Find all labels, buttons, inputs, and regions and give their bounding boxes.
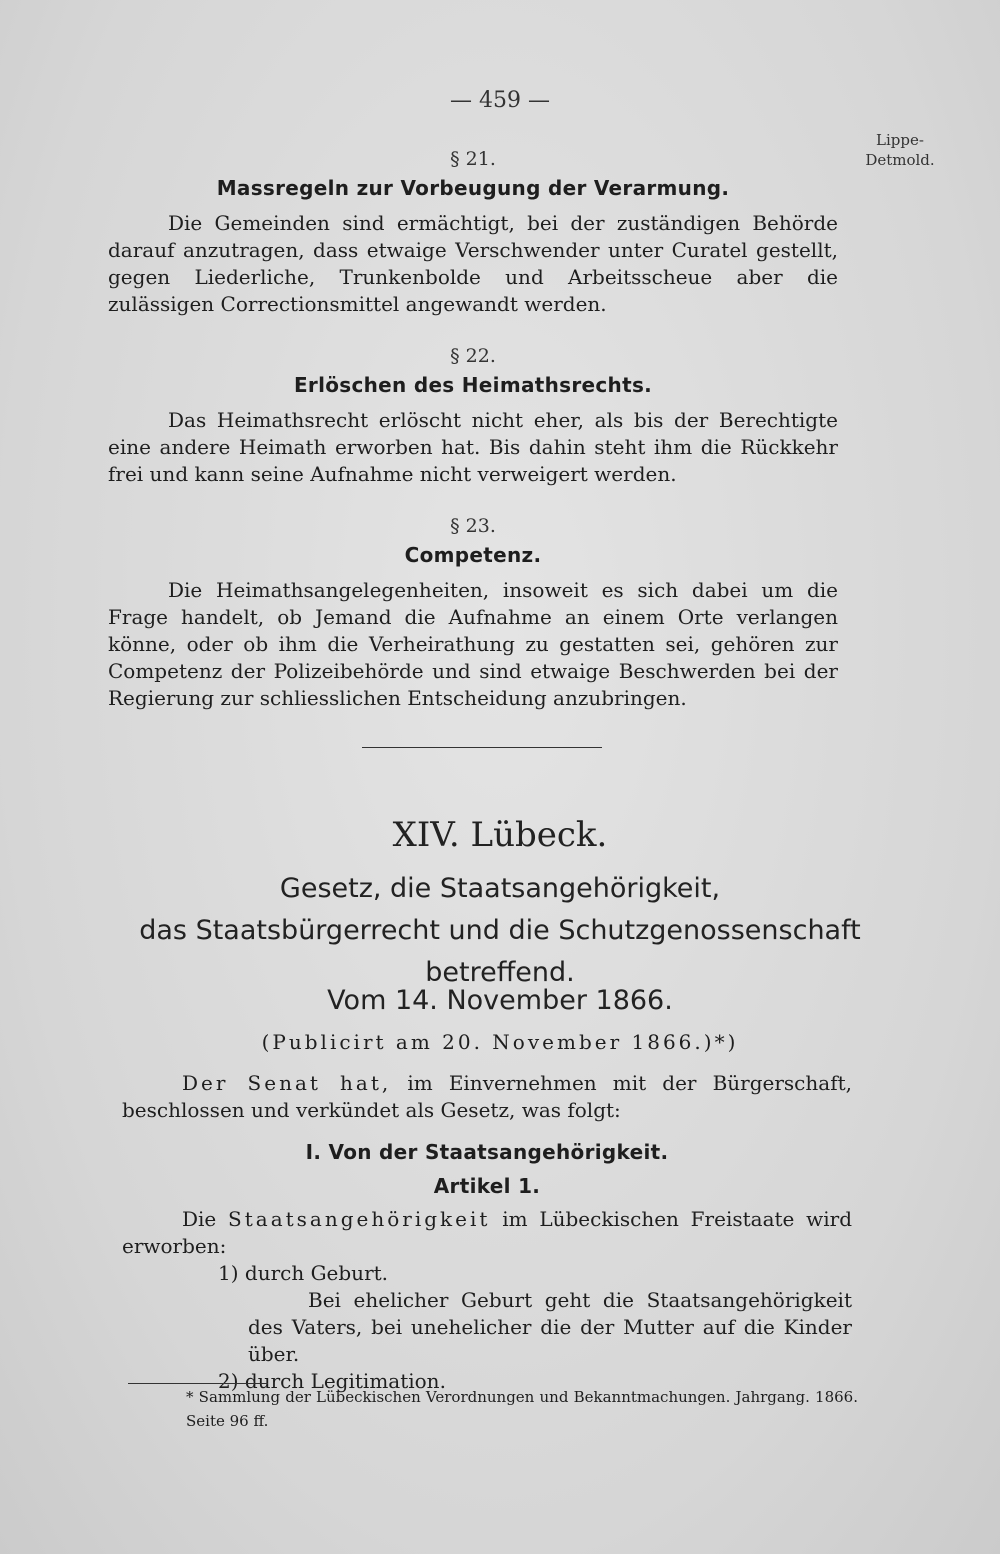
publication-note: (Publicirt am 20. November 1866.)*) xyxy=(261,1030,739,1054)
law-title-line1: Gesetz, die Staatsangehörigkeit, xyxy=(279,873,721,904)
section-divider xyxy=(362,747,602,748)
margin-note xyxy=(850,130,950,170)
footnote-text: * Sammlung der Lübeckischen Verordnungen und Bekanntmachungen. Jahrgang. 1866. Seite 96 ff. xyxy=(186,1388,858,1430)
law-body xyxy=(122,1070,852,1395)
article-1-intro-rest: im Lübeckischen Freistaate wird erworben: xyxy=(122,1207,853,1258)
margin-note-line1: Lippe- xyxy=(876,131,924,149)
article-1-intro xyxy=(122,1206,852,1260)
margin-note-line2: Detmold. xyxy=(865,151,935,169)
section-22-number: § 22. xyxy=(450,345,496,367)
list-item-1: 1) durch Geburt. xyxy=(218,1261,389,1285)
section-21-text: Die Gemeinden sind ermächtigt, bei der zuständigen Behörde darauf anzutragen, dass etwaige Verschwender unter Curatel gestellt, gegen Liederliche, Trunkenbolde und Arbeitsscheue aber die zulässigen Correctionsmittel angewandt werden. xyxy=(108,211,838,316)
section-22 xyxy=(108,345,838,488)
footnote-rule xyxy=(128,1383,268,1384)
article-heading: Artikel 1. xyxy=(433,1174,541,1198)
list-item-2: 2) durch Legitimation. xyxy=(218,1369,446,1393)
article-1-intro-spaced: Staatsangehörigkeit xyxy=(228,1207,491,1231)
preamble xyxy=(122,1070,852,1124)
preamble-rest: im Einvernehmen mit der Bürgerschaft, beschlossen und verkündet als Gesetz, was folgt: xyxy=(122,1071,852,1122)
article-1-intro-pre: Die xyxy=(182,1207,217,1231)
section-22-text: Das Heimathsrecht erlöscht nicht eher, als bis der Berechtigte eine andere Heimath erworben hat. Bis dahin steht ihm die Rückkehr frei und kann seine Aufnahme nicht verweigert werden. xyxy=(108,408,838,486)
law-title xyxy=(90,868,910,994)
law-title-line3: betreffend. xyxy=(425,957,575,988)
footnote xyxy=(128,1385,858,1433)
part-heading: I. Von der Staatsangehörigkeit. xyxy=(305,1140,669,1164)
section-23-number: § 23. xyxy=(450,515,496,537)
section-21-heading: Massregeln zur Vorbeugung der Verarmung. xyxy=(216,176,730,200)
section-21 xyxy=(108,148,838,318)
section-21-number: § 21. xyxy=(450,148,496,170)
section-23 xyxy=(108,515,838,712)
chapter-title: XIV. Lübeck. xyxy=(392,815,608,855)
law-title-line2: das Staatsbürgerrecht und die Schutzgenossenschaft xyxy=(139,915,861,946)
preamble-spaced: Der Senat hat, xyxy=(182,1071,392,1095)
list-item-1-detail: Bei ehelicher Geburt geht die Staatsangehörigkeit des Vaters, bei unehelicher die der Mutter auf die Kinder über. xyxy=(248,1288,852,1366)
law-date: Vom 14. November 1866. xyxy=(327,985,673,1016)
section-23-heading: Competenz. xyxy=(404,543,542,567)
section-22-heading: Erlöschen des Heimathsrechts. xyxy=(293,373,653,397)
page-number: — 459 — xyxy=(450,88,550,113)
section-23-text: Die Heimathsangelegenheiten, insoweit es sich dabei um die Frage handelt, ob Jemand die Aufnahme an einem Orte verlangen könne, oder ob ihm die Verheirathung zu gestatten sei, gehören zur Competenz der Polizeibehörde und sind etwaige Beschwerden bei der Regierung zur schliesslichen Entscheidung anzubringen. xyxy=(108,578,838,710)
